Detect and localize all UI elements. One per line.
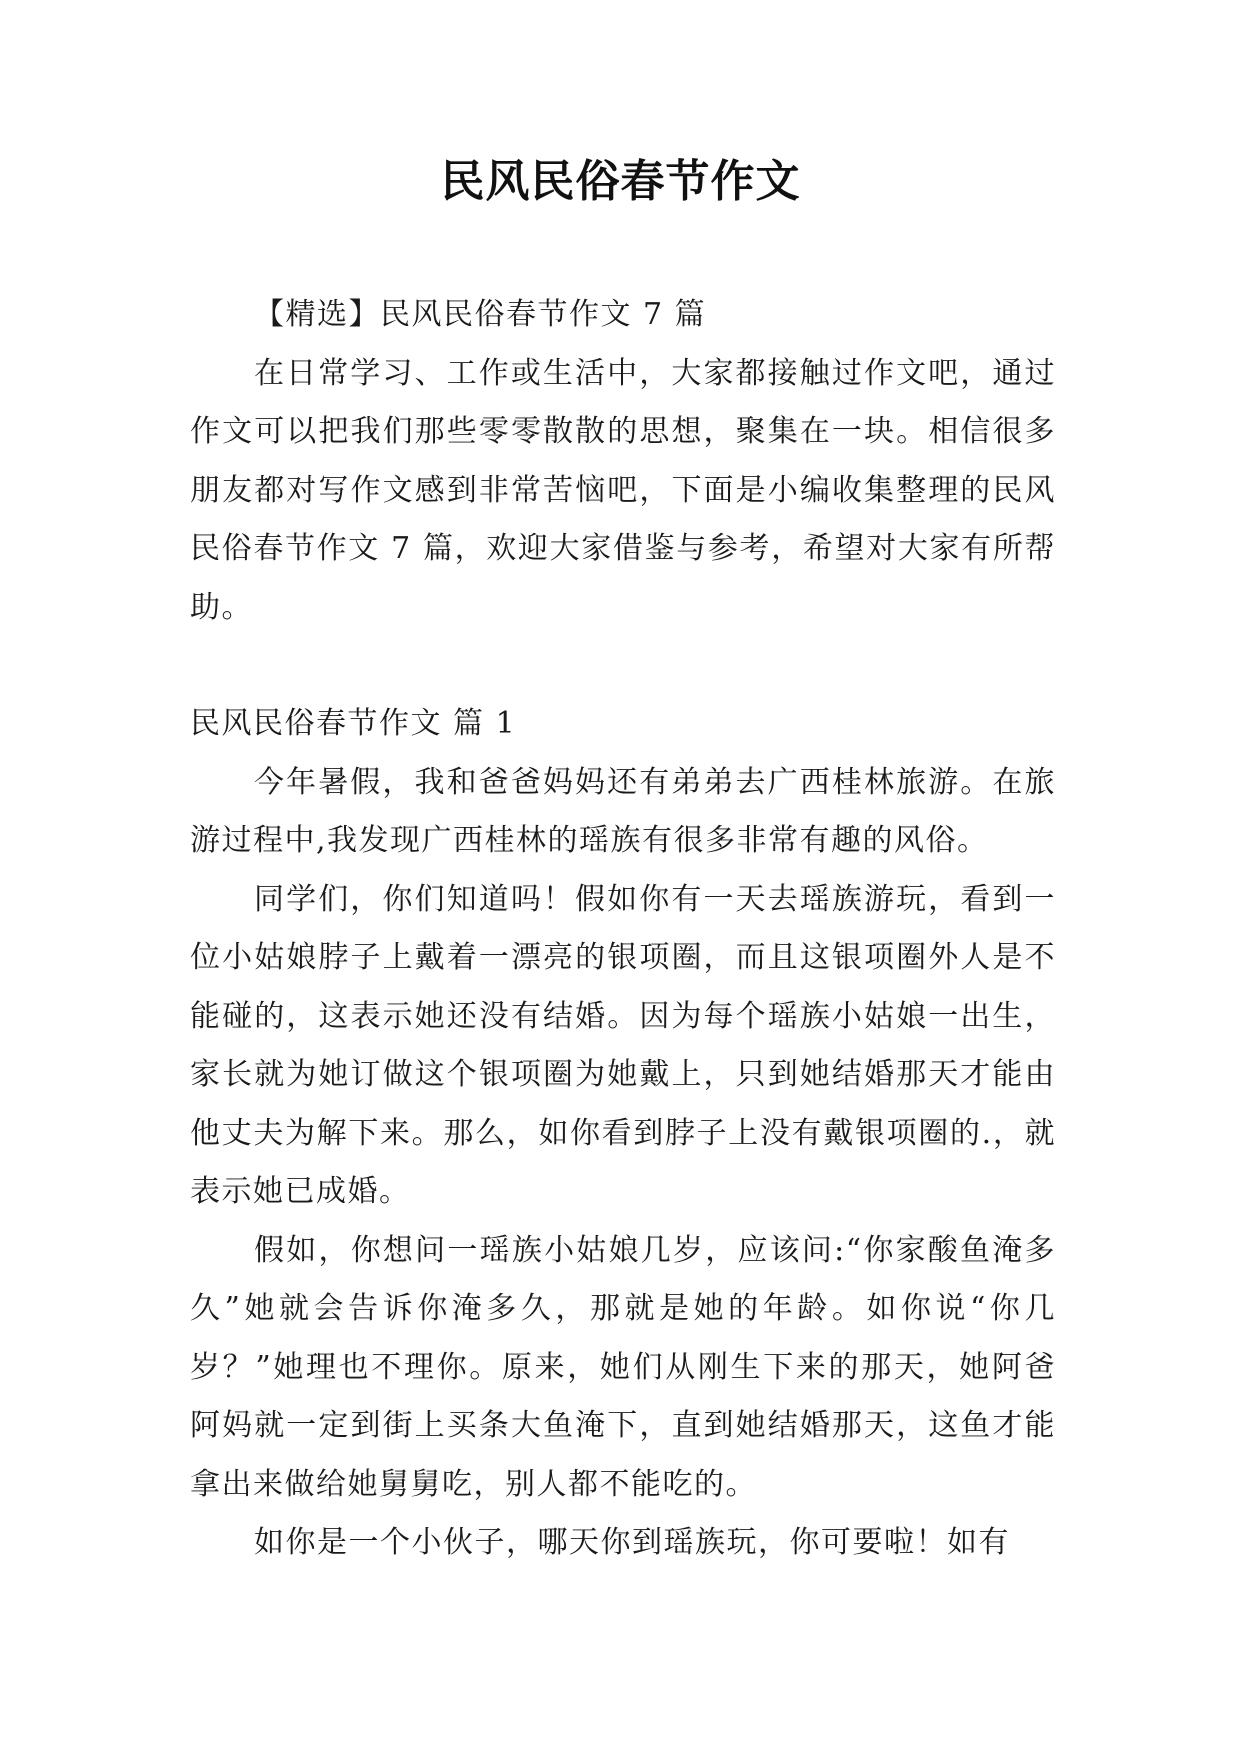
document-body: [190, 286, 1056, 1573]
section-paragraph-2: 同学们，你们知道吗！假如你有一天去瑶族游玩，看到一位小姑娘脖子上戴着一漂亮的银项圈，而且这银项圈外人是不能碰的，这表示她还没有结婚。因为每个瑶族小姑娘一出生，家长就为她订做这个银项圈为她戴上，只到她结婚那天才能由他丈夫为解下来。那么，如你看到脖子上没有戴银项圈的.，就表示她已成婚。: [190, 881, 1056, 1209]
section-paragraph-4: 如你是一个小伙子，哪天你到瑶族玩，你可要啦！如有: [254, 1525, 1010, 1560]
section-heading: 民风民俗春节作文 篇 1: [190, 706, 517, 741]
intro-heading: 【精选】民风民俗春节作文 7 篇: [254, 297, 707, 332]
section-paragraph-1: 今年暑假，我和爸爸妈妈还有弟弟去广西桂林旅游。在旅游过程中,我发现广西桂林的瑶族有很多非常有趣的风俗。: [190, 764, 1056, 858]
section-spacer: [190, 637, 1056, 695]
section-paragraph-3: 假如，你想问一瑶族小姑娘几岁，应该问:“你家酸鱼淹多久”她就会告诉你淹多久，那就是她的年龄。如你说“你几岁？”她理也不理你。原来，她们从刚生下来的那天，她阿爸阿妈就一定到街上买条大鱼淹下，直到她结婚那天，这鱼才能拿出来做给她舅舅吃，别人都不能吃的。: [190, 1232, 1056, 1502]
document-title: 民风民俗春节作文: [440, 156, 801, 207]
intro-paragraph: 在日常学习、工作或生活中，大家都接触过作文吧，通过作文可以把我们那些零零散散的思想，聚集在一块。相信很多朋友都对写作文感到非常苦恼吧，下面是小编收集整理的民风民俗春节作文 7 篇，欢迎大家借鉴与参考，希望对大家有所帮助。: [190, 355, 1056, 625]
